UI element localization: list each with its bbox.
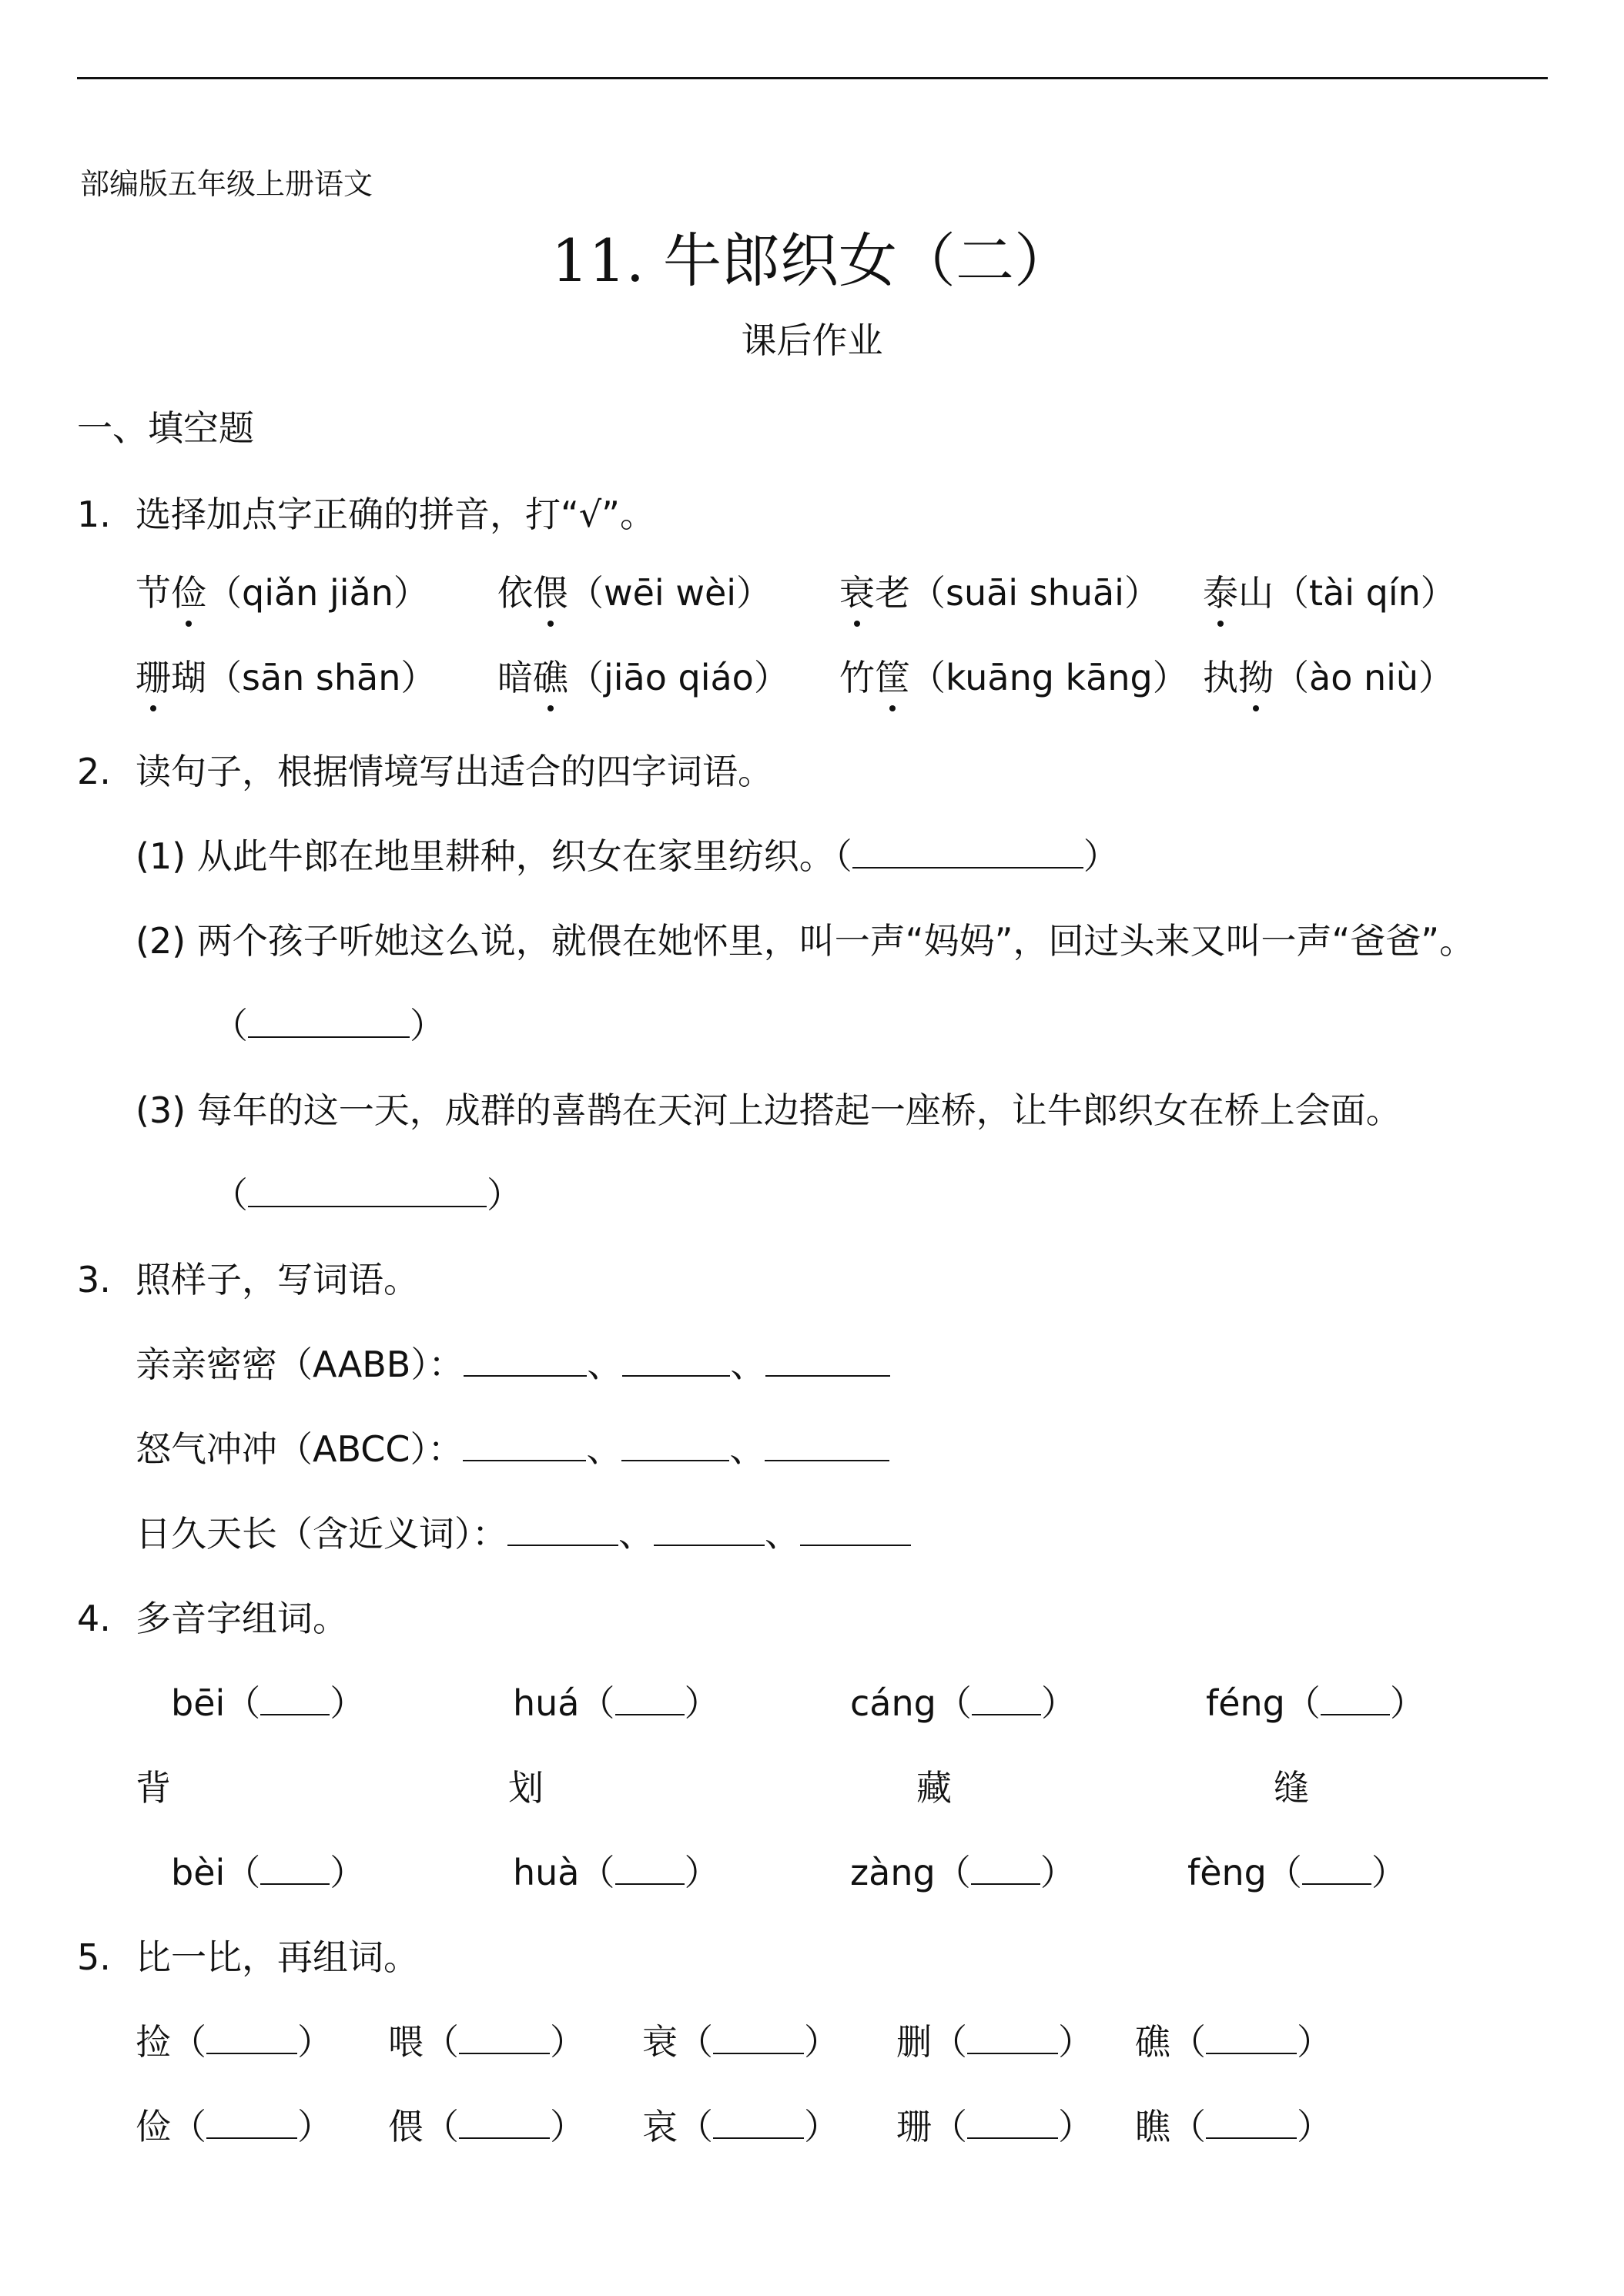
dotted-char: 筐 — [875, 650, 910, 701]
answer-blank[interactable] — [1321, 1683, 1390, 1715]
pinyin-options: （wēi wèi） — [568, 572, 772, 614]
compare-item: 删（ ） — [896, 2021, 1093, 2063]
question-2 — [77, 744, 773, 795]
question-4 — [77, 1591, 348, 1642]
compare-item: 俭（ ） — [136, 2106, 333, 2147]
section-title: 一、填空题 — [77, 407, 254, 449]
question-number: 4. — [77, 1598, 111, 1639]
word-pattern-row: 怒气冲冲（ABCC）： 、 、 — [136, 1421, 889, 1472]
answer-blank[interactable] — [713, 2022, 804, 2054]
question-prompt: 多音字组词。 — [136, 1598, 348, 1639]
question-1 — [77, 487, 655, 537]
pinyin-options: （sān shān） — [206, 657, 437, 698]
pinyin-options: （tài qín） — [1274, 572, 1456, 614]
pinyin-choice[interactable]: 竹筐（kuāng kāng） — [839, 650, 1188, 701]
top-rule — [77, 77, 1548, 79]
dotted-char: 泰 — [1203, 565, 1238, 616]
answer-blank[interactable] — [971, 1853, 1040, 1885]
sentence-1: (1) 从此牛郎在地里耕种，织女在家里纺织。（ ） — [136, 835, 1119, 877]
answer-blank[interactable] — [621, 1429, 729, 1461]
word-pattern-row: 亲亲密密（AABB）： 、 、 — [136, 1337, 890, 1387]
pinyin-options: （kuāng kāng） — [910, 657, 1188, 698]
sentence-3-answer: （ ） — [213, 1174, 522, 1216]
pinyin-choice[interactable]: 暗礁（jiāo qiáo） — [497, 650, 789, 701]
page-title: 11. 牛郎织女（二） — [551, 226, 1073, 295]
compare-item: 喂（ ） — [388, 2021, 585, 2063]
answer-blank[interactable] — [464, 1344, 587, 1377]
pinyin-options: （ào niù） — [1274, 657, 1455, 698]
question-3 — [77, 1252, 419, 1303]
answer-blank[interactable] — [972, 1683, 1041, 1715]
question-prompt: 读句子，根据情境写出适合的四字词语。 — [136, 751, 773, 792]
sentence-3: (3) 每年的这一天，成群的喜鹊在天河上边搭起一座桥，让牛郎织女在桥上会面。 — [136, 1089, 1401, 1131]
answer-blank[interactable] — [765, 1429, 889, 1461]
polyphone-reading: fèng（ ） — [1187, 1852, 1407, 1893]
page-subtitle: 课后作业 — [741, 320, 883, 361]
sentence-2-answer: （ ） — [213, 1005, 445, 1046]
answer-blank[interactable] — [260, 1853, 330, 1885]
pinyin-options: （jiāo qiáo） — [568, 657, 789, 698]
polyphone-reading: cáng（ ） — [850, 1682, 1077, 1724]
question-number: 3. — [77, 1259, 111, 1300]
polyphone-char: 背 — [136, 1767, 171, 1809]
answer-blank[interactable] — [654, 1514, 765, 1546]
polyphone-char: 藏 — [916, 1767, 952, 1809]
answer-blank[interactable] — [206, 2022, 297, 2054]
dotted-char: 偎 — [533, 565, 568, 616]
pinyin-choice[interactable]: 依偎（wēi wèi） — [497, 565, 772, 616]
sentence-2: (2) 两个孩子听她这么说，就偎在她怀里，叫一声“妈妈”，回过头来又叫一声“爸爸”。 — [136, 920, 1475, 962]
answer-blank[interactable] — [260, 1683, 330, 1715]
pinyin-options: （qiǎn jiǎn） — [206, 572, 429, 614]
compare-item: 哀（ ） — [642, 2106, 839, 2147]
answer-blank[interactable] — [967, 2022, 1058, 2054]
dotted-char: 衰 — [839, 565, 875, 616]
answer-blank[interactable] — [459, 2107, 550, 2139]
answer-blank[interactable] — [800, 1514, 911, 1546]
answer-blank[interactable] — [1302, 1853, 1371, 1885]
question-number: 5. — [77, 1936, 111, 1978]
answer-blank[interactable] — [852, 836, 1083, 869]
polyphone-reading: féng（ ） — [1206, 1682, 1425, 1724]
answer-blank[interactable] — [1206, 2022, 1297, 2054]
dotted-char: 礁 — [533, 650, 568, 701]
answer-blank[interactable] — [1206, 2107, 1297, 2139]
compare-item: 珊（ ） — [896, 2106, 1093, 2147]
answer-blank[interactable] — [622, 1344, 730, 1377]
pinyin-choice[interactable]: 节俭（qiǎn jiǎn） — [136, 565, 429, 616]
pinyin-choice[interactable]: 衰老（suāi shuāi） — [839, 565, 1160, 616]
answer-blank[interactable] — [248, 1006, 410, 1038]
question-prompt: 比一比，再组词。 — [136, 1936, 419, 1978]
polyphone-reading: huà（ ） — [513, 1852, 720, 1893]
compare-item: 捡（ ） — [136, 2021, 333, 2063]
question-prompt: 照样子，写词语。 — [136, 1259, 419, 1300]
compare-item: 偎（ ） — [388, 2106, 585, 2147]
polyphone-char: 缝 — [1274, 1767, 1309, 1809]
compare-item: 衰（ ） — [642, 2021, 839, 2063]
pinyin-choice[interactable]: 执拗（ào niù） — [1203, 650, 1454, 701]
word-pattern-row: 日久天长（含近义词）： 、 、 — [136, 1506, 911, 1557]
answer-blank[interactable] — [967, 2107, 1058, 2139]
pinyin-choice[interactable]: 珊瑚（sān shān） — [136, 650, 436, 701]
answer-blank[interactable] — [459, 2022, 550, 2054]
polyphone-reading: bēi（ ） — [171, 1682, 366, 1724]
compare-item: 瞧（ ） — [1135, 2106, 1332, 2147]
polyphone-reading: huá（ ） — [513, 1682, 720, 1724]
question-5 — [77, 1930, 419, 1980]
dotted-char: 俭 — [171, 565, 206, 616]
question-number: 1. — [77, 494, 111, 535]
dotted-char: 珊 — [136, 650, 171, 701]
answer-blank[interactable] — [463, 1429, 586, 1461]
pinyin-options: （suāi shuāi） — [910, 572, 1160, 614]
answer-blank[interactable] — [206, 2107, 297, 2139]
polyphone-char: 划 — [508, 1767, 544, 1809]
polyphone-reading: zàng（ ） — [850, 1852, 1076, 1893]
polyphone-reading: bèi（ ） — [171, 1852, 366, 1893]
answer-blank[interactable] — [615, 1683, 685, 1715]
answer-blank[interactable] — [248, 1175, 487, 1207]
question-prompt: 选择加点字正确的拼音，打“√”。 — [136, 494, 655, 535]
question-number: 2. — [77, 751, 111, 792]
header-label: 部编版五年级上册语文 — [80, 167, 373, 201]
dotted-char: 拗 — [1238, 650, 1274, 701]
answer-blank[interactable] — [507, 1514, 618, 1546]
pinyin-choice[interactable]: 泰山（tài qín） — [1203, 565, 1456, 616]
answer-blank[interactable] — [615, 1853, 685, 1885]
answer-blank[interactable] — [713, 2107, 804, 2139]
answer-blank[interactable] — [765, 1344, 890, 1377]
compare-item: 礁（ ） — [1135, 2021, 1332, 2063]
